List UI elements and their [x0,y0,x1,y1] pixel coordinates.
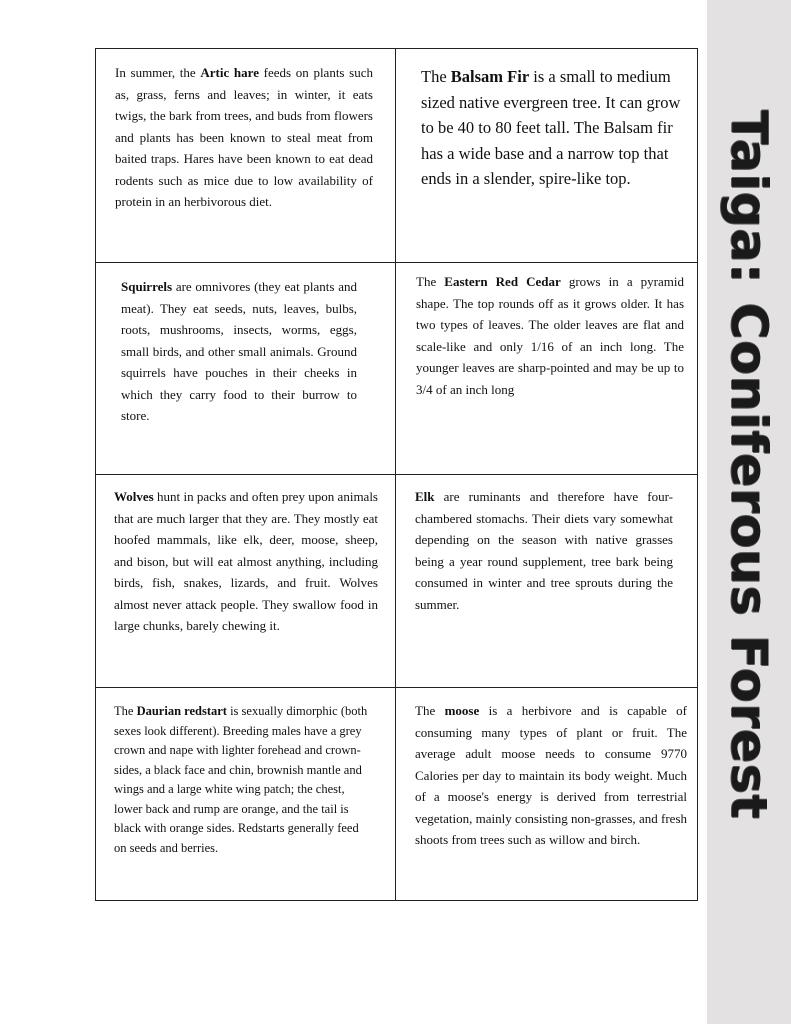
card-text-pre: The [114,704,137,718]
grid-row-divider-2 [95,474,698,475]
grid-top-border [95,48,698,49]
card-subject: Artic hare [200,65,259,80]
grid-row-divider-1 [95,262,698,263]
card-eastern-red-cedar [416,271,684,400]
card-elk [415,486,673,615]
card-text: is sexually dimorphic (both sexes look different). Breeding males have a grey crown and nape with lighter forehead and crown-sides, a black face and chin, brownish mantle and wings and a large white wing patch; the chest, lower back and rump are orange, and the tail is black with orange sides. Redstarts generally feed on seeds and berries. [114,704,368,855]
card-text: feeds on plants such as, grass, ferns and leaves; in winter, it eats twigs, the bark from trees, and buds from flowers and plants has been known to steal meat from baited traps. Hares have been known to eat dead rodents such as mice due to low availability of protein in an herbivorous diet. [115,65,374,209]
card-wolves [114,486,378,637]
card-subject: Elk [415,489,435,504]
card-text: grows in a pyramid shape. The top rounds off as it grows older. It has two types of leaves. The older leaves are flat and scale-like and only 1/16 of an inch long. The younger leaves are sharp-pointed and may be up to 3/4 of an inch long [416,274,684,397]
card-subject: Squirrels [121,279,173,294]
card-squirrels [121,276,357,427]
card-text: are ruminants and therefore have four-chambered stomachs. Their diets vary somewhat depending on the season with native grasses being a year round supplement, tree bark being consumed in winter and tree sprouts during the summer. [415,489,673,612]
card-text-pre: In summer, the [115,65,201,80]
card-text-pre: The [421,67,451,86]
card-subject: moose [444,703,480,718]
grid-row-divider-3 [95,687,698,688]
card-text: is a small to medium sized native evergreen tree. It can grow to be 40 to 80 feet tall. The Balsam fir has a wide base and a narrow top that ends in a slender, spire-like top. [421,67,681,188]
card-text: is a herbivore and is capable of consuming many types of plant or fruit. The average adult moose needs to consume 9770 Calories per day to maintain its body weight. Much of a moose's energy is derived from terrestrial vegetation, mainly consisting non-grasses, and fresh shoots from trees such as willow and birch. [415,703,687,847]
card-balsam-fir [421,64,686,192]
card-text-pre: The [416,274,445,289]
card-text: are omnivores (they eat plants and meat). They eat seeds, nuts, leaves, bulbs, roots, mushrooms, insects, worms, eggs, small birds, and other small animals. Ground squirrels have pouches in their cheeks in which they carry food to their burrow to store. [121,279,357,423]
card-moose [415,700,687,851]
card-artic-hare [115,62,373,213]
sidebar-title: Taiga: Coniferous Forest [720,110,778,820]
card-text-pre: The [415,703,445,718]
card-daurian-redstart [114,702,374,858]
card-subject: Eastern Red Cedar [444,274,561,289]
card-subject: Balsam Fir [450,67,530,86]
grid-bottom-border [95,900,698,901]
card-subject: Daurian redstart [136,704,227,718]
card-text: hunt in packs and often prey upon animals that are much larger that they are. They mostly eat hoofed mammals, like elk, deer, moose, sheep, and bison, but will eat almost anything, including birds, fish, snakes, lizards, and fruit. Wolves almost never attack people. They swallow food in large chunks, barely chewing it. [114,489,378,633]
card-subject: Wolves [114,489,154,504]
